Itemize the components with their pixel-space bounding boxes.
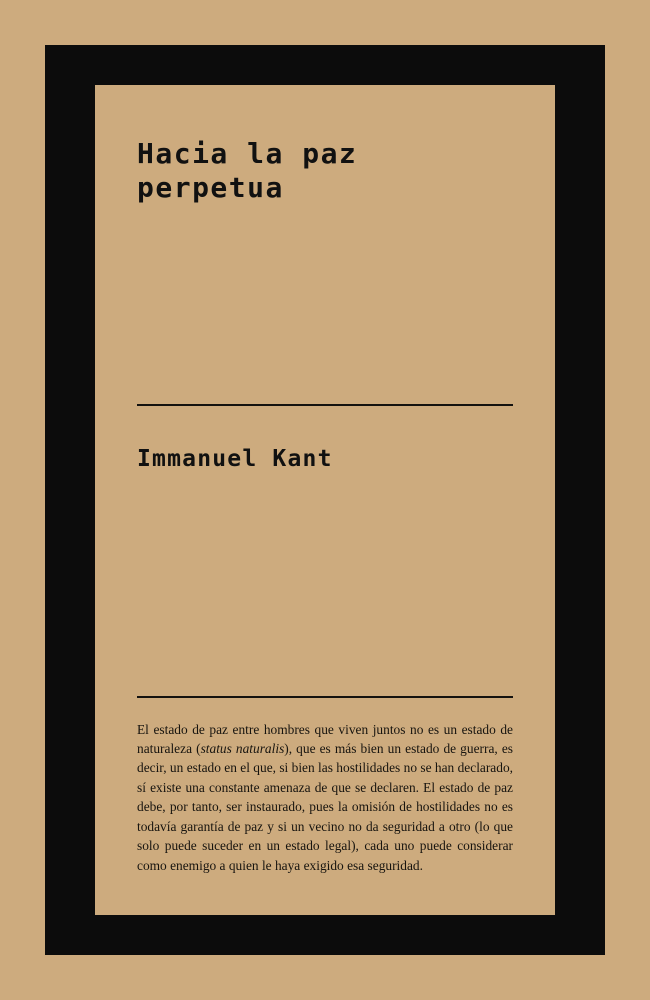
cover-content [95,85,555,915]
divider-top [137,404,513,406]
blurb-segment-1: El estado de paz entre hombres que viven juntos no es un estado de naturaleza ( [137,721,513,756]
divider-bottom [137,696,513,698]
cover-spacer [137,472,513,695]
blurb-segment-2: ), que es más bien un estado de guerra, es decir, un estado en el que, si bien las hostilidades no se han declarado, sí existe una constante amenaza de que se declaren. El estado de paz debe, por tanto, ser instaurado, pues la omisión de hostilidades no es todavía garantía de paz y si un vecino no da seguridad a otro (lo que solo puede suceder en un estado legal), cada uno puede considerar como enemigo a quien le haya exigido esa seguridad. [137,740,513,873]
page-title: Hacia la paz perpetua [137,137,358,204]
cover-black-frame [45,45,605,955]
cover-inner-panel [95,85,555,915]
blurb-text [137,720,513,916]
author-name: Immanuel Kant [137,446,333,473]
blurb-latin-term: status naturalis [200,740,285,756]
